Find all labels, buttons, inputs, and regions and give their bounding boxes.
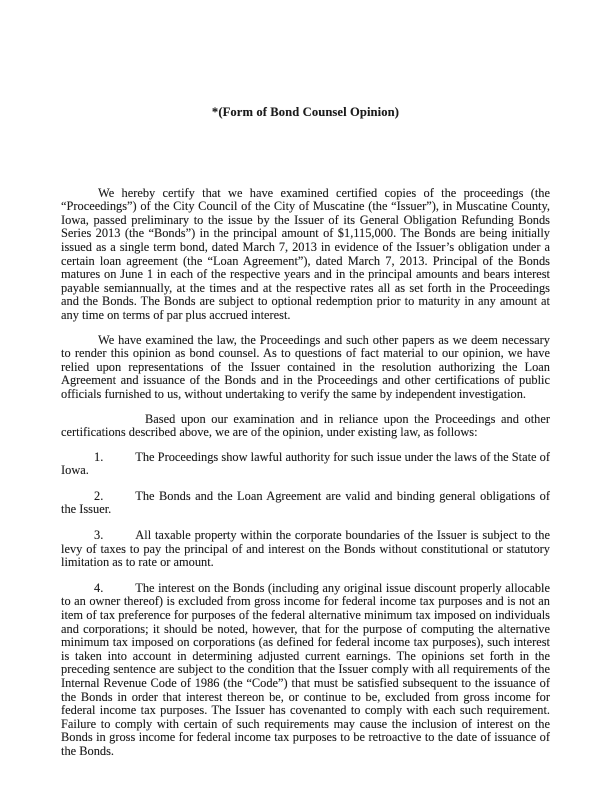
numbered-item-1 (61, 451, 550, 478)
paragraph-examined-law: We have examined the law, the Proceedings and such other papers as we deem necessary to render this opinion as bond counsel. As to questions of fact material to our opinion, we have relied upon representations of the Issuer contained in the resolution authorizing the Loan Agreement and issuance of the Bonds and in the Proceedings and other certifications of public officials furnished to us, without undertaking to verify the same by independent investigation. (61, 332, 550, 401)
item-1-text: The Proceedings show lawful authority for such issue under the laws of the State of Iowa. (61, 449, 550, 478)
item-2-text: The Bonds and the Loan Agreement are valid and binding general obligations of the Issuer. (61, 488, 550, 517)
item-3-text: All taxable property within the corporate boundaries of the Issuer is subject to the levy of taxes to pay the principal of and interest on the Bonds without constitutional or statutory limitation as to rate or amount. (61, 528, 550, 570)
item-4-number: 4. (94, 580, 104, 595)
item-3-number: 3. (94, 528, 104, 543)
paragraph-based-upon: Based upon our examination and in reliance upon the Proceedings and other certifications described above, we are of the opinion, under existing law, as follows: (61, 411, 550, 440)
paragraph-certify: We hereby certify that we have examined certified copies of the proceedings (the “Proceedings”) of the City Council of the City of Muscatine (the “Issuer”), in Muscatine County, Iowa, passed preliminary to the issue by the Issuer of its General Obligation Refunding Bonds Series 2013 (the “Bonds”) in the principal amount of $1,115,000. The Bonds are being initially issued as a single term bond, dated March 7, 2013 in evidence of the Issuer’s obligation under a certain loan agreement (the “Loan Agreement”), dated March 7, 2013. Principal of the Bonds matures on June 1 in each of the respective years and in the principal amounts and bears interest payable semiannually, at the times and at the respective rates all as set forth in the Proceedings and the Bonds. The Bonds are subject to optional redemption prior to maturity in any amount at any time on terms of par plus accrued interest. (61, 185, 550, 322)
numbered-item-4 (61, 582, 550, 759)
item-4-text: The interest on the Bonds (including any original issue discount properly allocable to an owner thereof) is excluded from gross income for federal income tax purposes and is not an item of tax preference for purposes of the federal alternative minimum tax imposed on individuals and corporations; it should be noted, however, that for the purpose of computing the alternative minimum tax imposed on corporations (as defined for federal income tax purposes), such interest is taken into account in determining adjusted current earnings. The opinions set forth in the preceding sentence are subject to the condition that the Issuer comply with all requirements of the Internal Revenue Code of 1986 (the “Code”) that must be satisfied subsequent to the issuance of the Bonds in order that interest thereon be, or continue to be, excluded from gross income for federal income tax purposes. The Issuer has covenanted to comply with each such requirement. Failure to comply with certain of such requirements may cause the inclusion of interest on the Bonds in gross income for federal income tax purposes to be retroactive to the date of issuance of the Bonds. (61, 580, 550, 758)
item-1-number: 1. (94, 449, 104, 464)
item-2-number: 2. (94, 488, 104, 503)
document-title: *(Form of Bond Counsel Opinion) (211, 105, 400, 119)
numbered-item-2 (61, 490, 550, 517)
numbered-item-3 (61, 529, 550, 570)
